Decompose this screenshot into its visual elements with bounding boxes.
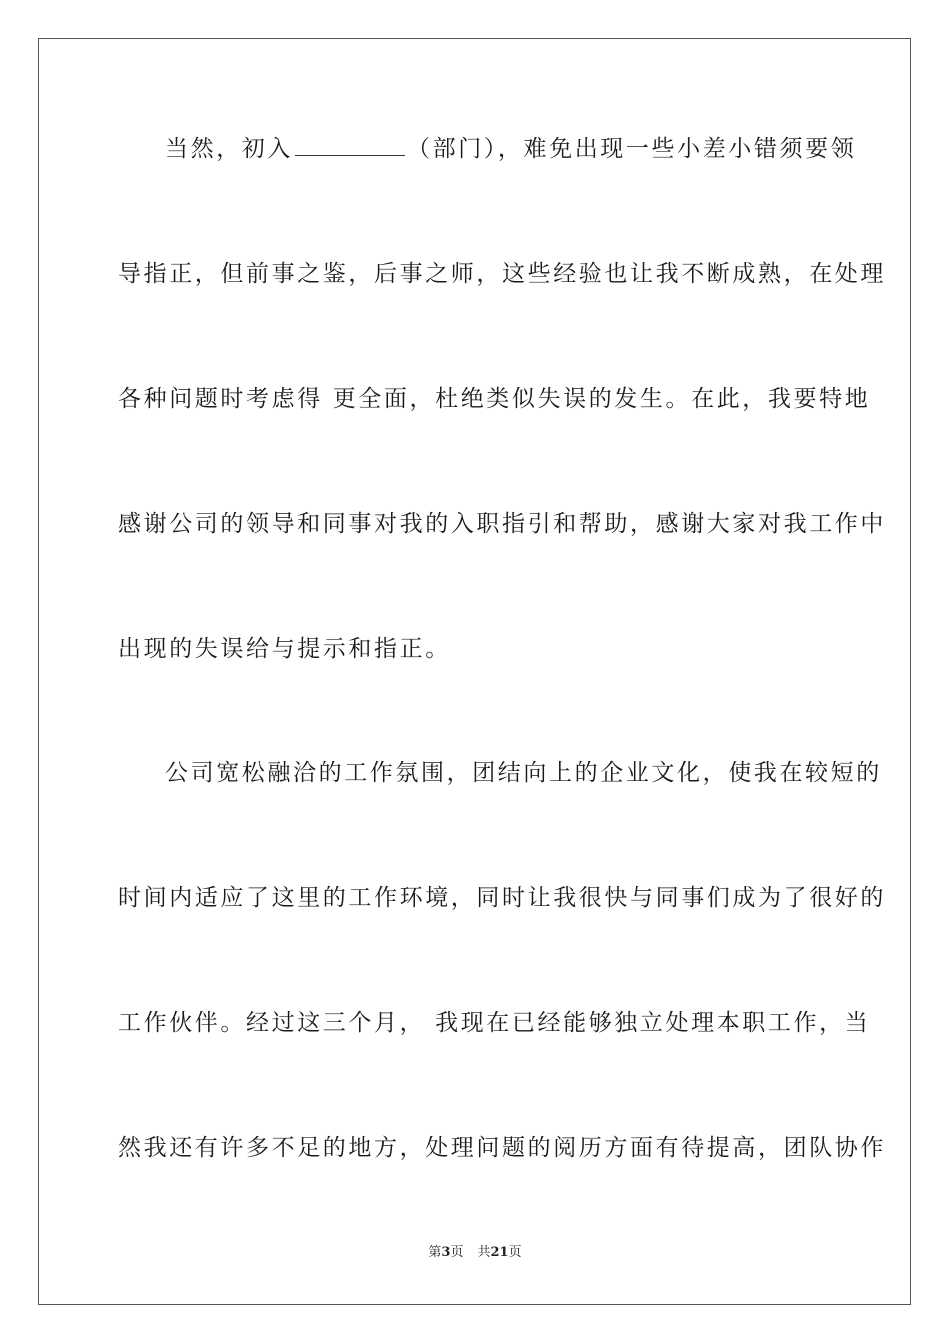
paragraph-1-line-1	[165, 134, 885, 164]
paragraph-2-line-4: 然我还有许多不足的地方，处理问题的阅历方面有待提高，团队协作	[118, 1135, 886, 1161]
paragraph-2-line-3: 工作伙伴。经过这三个月， 我现在已经能够独立处理本职工作，当	[118, 1010, 871, 1036]
paragraph-1-line-3: 各种问题时考虑得 更全面，杜绝类似失误的发生。在此，我要特地	[118, 386, 871, 412]
page-frame	[38, 38, 911, 1305]
paragraph-1-line-4: 感谢公司的领导和同事对我的入职指引和帮助，感谢大家对我工作中	[118, 511, 886, 537]
footer-page-suffix: 页	[450, 1245, 464, 1260]
line-text: （部门），难免出现一些小差小错须要领	[407, 136, 857, 162]
footer-page-prefix: 第	[428, 1245, 442, 1260]
paragraph-1-line-2: 导指正，但前事之鉴，后事之师，这些经验也让我不断成熟，在处理	[118, 261, 886, 287]
page-footer	[0, 1244, 950, 1262]
paragraph-1-line-5: 出现的失误给与提示和指正。	[118, 636, 451, 662]
fill-in-blank	[295, 135, 405, 156]
line-text: 当然，初入	[165, 136, 293, 162]
footer-page-number: 3	[441, 1245, 451, 1260]
footer-total-suffix: 页	[508, 1245, 522, 1260]
paragraph-2-line-1: 公司宽松融洽的工作氛围，团结向上的企业文化，使我在较短的	[165, 760, 882, 786]
footer-total-prefix: 共	[477, 1245, 491, 1260]
paragraph-2-line-2: 时间内适应了这里的工作环境，同时让我很快与同事们成为了很好的	[118, 885, 886, 911]
footer-total-pages: 21	[490, 1245, 509, 1260]
